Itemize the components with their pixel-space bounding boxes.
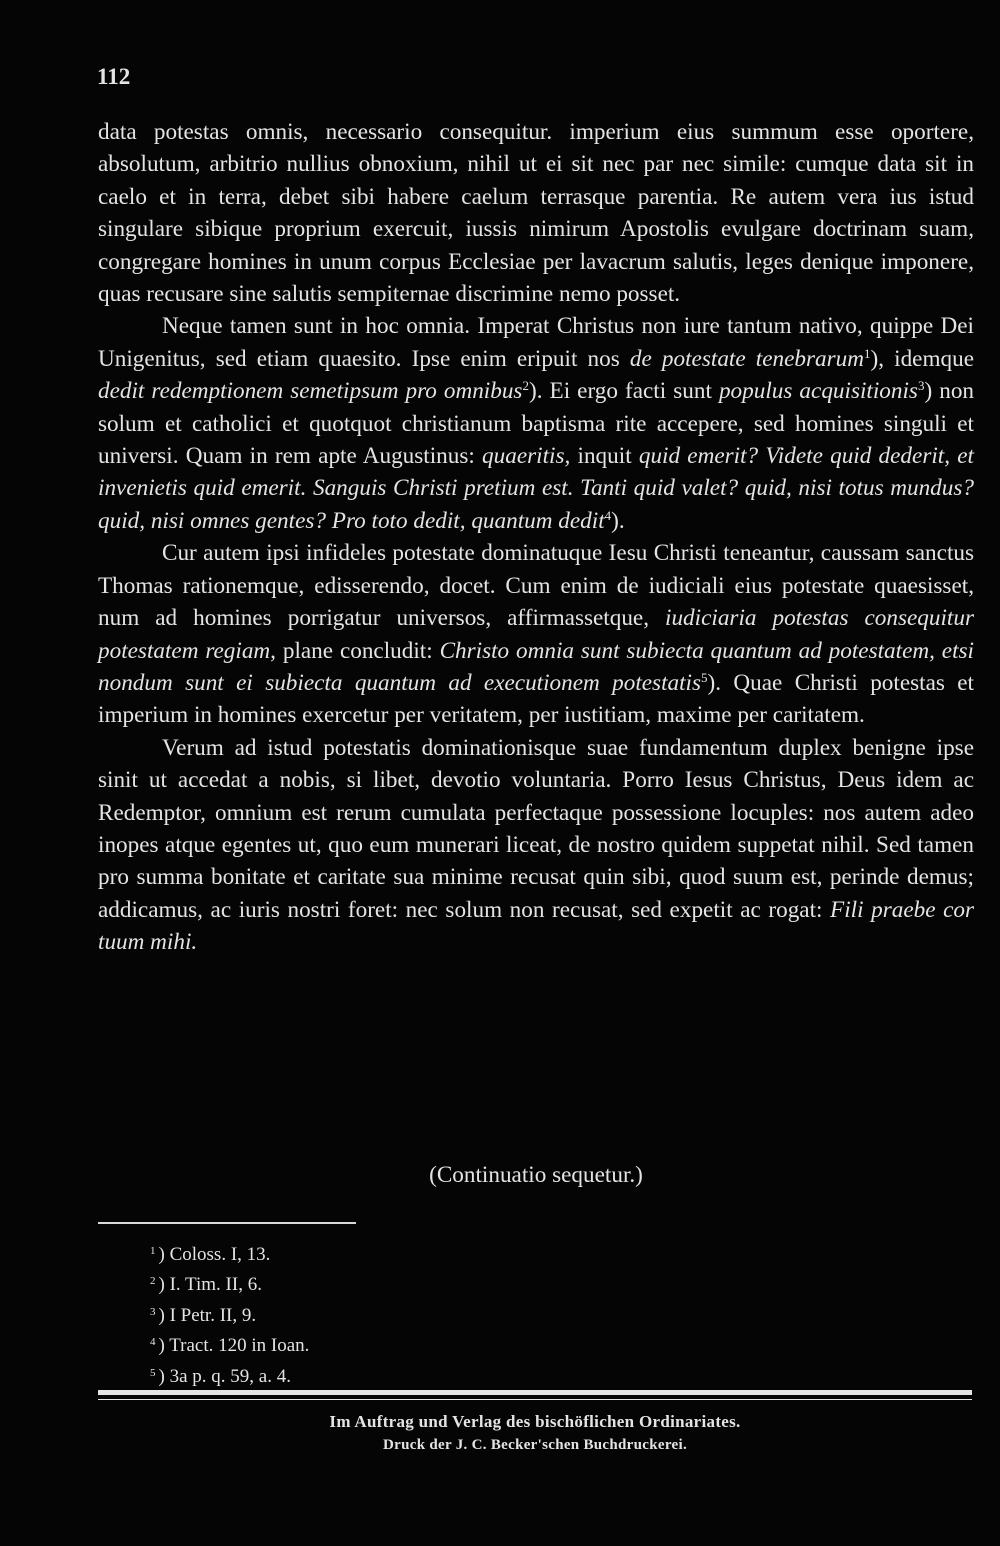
footnote-list bbox=[150, 1238, 309, 1390]
text-run: Verum ad istud potestatis dominationisque suae fundamentum duplex benigne ipse sinit ut accedat a nobis, si libet, devotio voluntaria. Porro Iesus Christus, Deus idem ac Redemptor, omnium est rerum cumulata perfectaque possessione locuples: nos autem adeo inopes atque egentes ut, quo eum munerari liceat, de nostro quidem suppetat nihil. Sed tamen pro summa bonitate et caritate sua minime recusat quin sibi, quod suum est, perinde demus; addicamus, ac iuris nostri foret: nec solum non recusat, sed expetit ac rogat: bbox=[98, 734, 974, 923]
italic-quote: dedit redemptionem semetipsum pro omnibus bbox=[98, 378, 523, 405]
text-run: ). Quae Christi potestas et imperium in homines exercetur per veritatem, per iustitiam, maxime per caritatem. bbox=[98, 669, 974, 729]
text-run: ). bbox=[611, 507, 625, 534]
footnote-text: ) Coloss. I, 13. bbox=[158, 1244, 271, 1265]
footnote-ref: 2 bbox=[522, 378, 529, 394]
footnote-mark: 5 bbox=[150, 1366, 156, 1379]
bottom-rule-thick bbox=[98, 1390, 972, 1395]
footnote-ref: 3 bbox=[917, 378, 925, 394]
italic-quote: populus acquisitionis bbox=[718, 378, 918, 405]
text-run: inquit bbox=[570, 443, 639, 470]
paragraph-2 bbox=[98, 310, 974, 537]
text-run: ), idemque bbox=[870, 345, 974, 372]
italic-quote: Fili praebe cor tuum mihi. bbox=[98, 896, 974, 956]
imprint-publisher: Im Auftrag und Verlag des bischöflichen Ordinariates. bbox=[329, 1412, 741, 1431]
text-run: Cur autem ipsi infideles potestate dominatuque Iesu Christi teneantur, caussam sanctus Thomas rationemque, edisserendo, docet. Cum enim de iudiciali eius potestate quaesisset, num ad homines porrigatur universos, affirmassetque, bbox=[98, 540, 974, 632]
italic-quote: de potestate tenebrarum bbox=[629, 345, 864, 372]
text-run: ) non solum et catholici et quotquot christianum baptisma rite accepere, sed homines singuli et universi. Quam in rem apte Augustinus: bbox=[98, 378, 975, 470]
footnote-text: ) Tract. 120 in Ioan. bbox=[158, 1335, 310, 1357]
footnote-mark: 1 bbox=[150, 1245, 156, 1257]
main-text bbox=[98, 116, 974, 959]
printer-imprint bbox=[98, 1410, 972, 1456]
italic-quote: quid emerit? Videte quid dederit, et invenietis quid emerit. Sanguis Christi pretium est. Tanti quid valet? quid, nisi totus mundus? quid, nisi omnes gentes? Pro toto dedit, quantum dedit bbox=[98, 443, 974, 534]
paragraph-3 bbox=[98, 537, 974, 731]
bottom-rule-thin bbox=[98, 1399, 972, 1400]
footnote bbox=[150, 1360, 309, 1390]
footnote-text: ) I Petr. II, 9. bbox=[158, 1304, 257, 1326]
footnote-text: ) I. Tim. II, 6. bbox=[158, 1274, 262, 1296]
italic-quote: quaeritis, bbox=[482, 443, 571, 470]
paragraph-1 bbox=[98, 116, 974, 310]
italic-quote: Christo omnia sunt subiecta quantum ad potestatem, etsi nondum sunt ei subiecta quantum ad executionem potestatis bbox=[98, 637, 974, 696]
footnote bbox=[150, 1238, 309, 1268]
footnote-mark: 3 bbox=[150, 1305, 156, 1318]
footnote-ref: 5 bbox=[701, 669, 708, 685]
footnote bbox=[150, 1329, 309, 1359]
text-run: plane concludit: bbox=[275, 637, 440, 664]
italic-quote: iudiciaria potestas consequitur potestatem regiam, bbox=[98, 605, 974, 664]
footnote-ref: 4 bbox=[604, 507, 612, 523]
footnote-text: ) 3a p. q. 59, a. 4. bbox=[158, 1365, 291, 1387]
page-number: 112 bbox=[97, 64, 131, 89]
continuation-note: (Continuatio sequetur.) bbox=[429, 1162, 643, 1188]
paragraph-1-text: data potestas omnis, necessario consequitur. imperium eius summum esse oportere, absolutum, arbitrio nullius obnoxium, nihil ut ei sit nec par nec simile: cumque data sit in caelo et in terra, debet sibi habere caelum terrasque parentia. Re autem vera ius istud singulare sibique proprium exercuit, iussis nimirum Apostolis evulgare doctrinam suam, congregare homines in unum corpus Ecclesiae per lavacrum salutis, leges denique imponere, quas recusare sine salutis sempiternae discrimine nemo posset. bbox=[98, 119, 974, 308]
footnote-divider bbox=[98, 1222, 356, 1224]
text-run: ). Ei ergo facti sunt bbox=[528, 378, 719, 405]
text-run: Neque tamen sunt in hoc omnia. Imperat Christus non iure tantum nativo, quippe Dei Unigenitus, sed etiam quaesito. Ipse enim eripuit nos bbox=[98, 313, 974, 372]
paragraph-4 bbox=[98, 732, 974, 959]
footnote-mark: 2 bbox=[150, 1275, 156, 1288]
footnote-ref: 1 bbox=[863, 345, 871, 361]
footnote bbox=[150, 1299, 309, 1329]
footnote-mark: 4 bbox=[150, 1336, 156, 1349]
imprint-printer: Druck der J. C. Becker'schen Buchdruckerei. bbox=[383, 1437, 687, 1453]
footnote bbox=[150, 1268, 309, 1298]
